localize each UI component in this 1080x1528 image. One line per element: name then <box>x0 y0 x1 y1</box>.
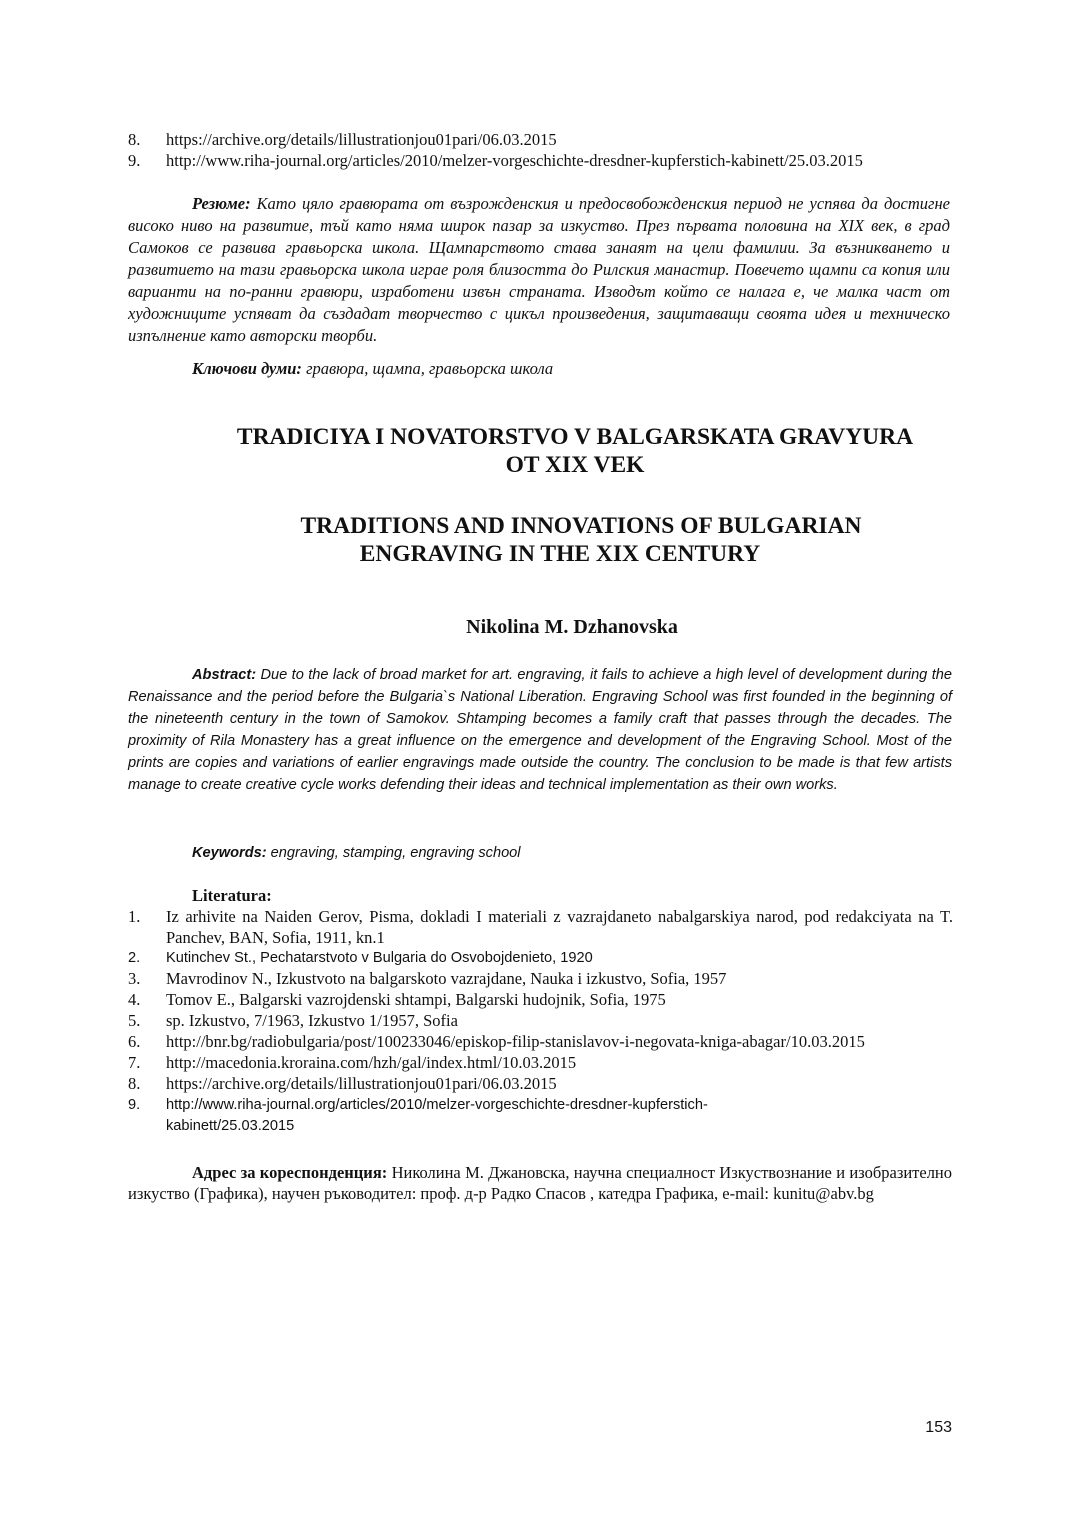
literature-text: Mavrodinov N., Izkustvoto na balgarskoto vazrajdane, Nauka i izkustvo, Sofia, 1957 <box>166 969 727 988</box>
literature-item <box>128 1031 953 1052</box>
keywords-label: Ключови думи: <box>192 359 302 378</box>
literature-text: Iz arhivite na Naiden Gerov, Pisma, dokladi I materiali z vazrajdaneto nabalgarskiya narod, pod redakciyata na T. Panchev, BAN, Sofia, 1911, kn.1 <box>166 907 953 947</box>
literature-text: sp. Izkustvo, 7/1963, Izkustvo 1/1957, Sofia <box>166 1011 458 1030</box>
literature-number: 1. <box>128 907 141 926</box>
abstract-label: Abstract: <box>192 667 257 683</box>
correspondence-text: Николина М. Джановска, научна специалност Изкуствознание и изобразително изкуство (Графика), научен ръководител: проф. д-р Радко Спасов , катедра Графика, e-mail: kunitu@abv.bg <box>128 1163 953 1203</box>
literature-text: Kutinchev St., Pechatarstvoto v Bulgaria do Osvobojdenieto, 1920 <box>166 950 593 966</box>
correspondence-label: Адрес за кореспонденция: <box>192 1163 388 1182</box>
title-line: TRADITIONS AND INNOVATIONS OF BULGARIAN <box>300 513 862 539</box>
literature-item <box>128 1010 953 1031</box>
summary-label: Резюме: <box>192 194 251 213</box>
title-line: TRADICIYA I NOVATORSTVO V BALGARSKATA GRAVYURA <box>236 424 914 450</box>
keywords-bulgarian <box>192 358 952 379</box>
reference-link[interactable]: http://www.riha-journal.org/articles/2010/melzer-vorgeschichte-dresdner-kupferstich-kabinett/25.03.2015 <box>166 151 863 170</box>
literature-item <box>128 1073 953 1094</box>
literature-number: 6. <box>128 1032 141 1051</box>
keywords-label: Keywords: <box>192 845 267 861</box>
literature-number: 3. <box>128 969 141 988</box>
keywords-english <box>192 842 952 864</box>
title-english <box>160 512 990 568</box>
literature-heading: Literatura: <box>192 886 272 905</box>
keywords-text: engraving, stamping, engraving school <box>270 845 521 861</box>
correspondence-address <box>128 1162 952 1204</box>
literature-number: 9. <box>128 1097 141 1113</box>
literature-number: 4. <box>128 990 141 1009</box>
literature-number: 2. <box>128 950 141 966</box>
abstract-english <box>128 664 952 796</box>
literature-item <box>128 968 953 989</box>
literature-link[interactable]: http://bnr.bg/radiobulgaria/post/100233046/episkop-filip-stanislavov-i-negovata-kniga-abagar/10.03.2015 <box>166 1032 865 1051</box>
literature-item <box>128 989 953 1010</box>
title-line: OT XIX VEK <box>505 452 645 478</box>
literature-item <box>128 1052 953 1073</box>
literature-item <box>128 1095 953 1137</box>
title-line: ENGRAVING IN THE XIX CENTURY <box>359 541 761 567</box>
summary-bulgarian <box>128 193 950 347</box>
keywords-text: гравюра, щампа, гравьорска школа <box>306 359 554 378</box>
literature-number: 5. <box>128 1011 141 1030</box>
reference-number: 9. <box>128 151 141 170</box>
literature-link[interactable]: https://archive.org/details/lillustrationjou01pari/06.03.2015 <box>166 1074 557 1093</box>
reference-item <box>128 150 958 171</box>
literature-list <box>128 906 953 1137</box>
literature-item <box>128 906 953 948</box>
summary-text: Като цяло гравюрата от възрожденския и предосвобожденския период не успява да достигне високо ниво на развитие, тъй като няма широк пазар за изкуство. През първата половина на XIX век, в град Самоков се развива гравьорска школа. Щампарството става занаят на цели фамилии. За възникването и развитието на тази гравьорска школа играе роля близостта до Рилския манастир. Повечето щампи са копия или варианти на по-ранни гравюри, изработени извън страната. Изводът който се налага е, че малка част от художниците успяват да създадат творчество с цикъл произведения, защитаващи своята идея и техническо изпълнение като авторски творби. <box>128 194 950 345</box>
title-transliterated <box>160 423 990 479</box>
literature-link[interactable]: http://macedonia.kroraina.com/hzh/gal/index.html/10.03.2015 <box>166 1053 577 1072</box>
author-name: Nikolina M. Dzhanovska <box>466 616 678 638</box>
page-number: 153 <box>925 1419 952 1436</box>
reference-number: 8. <box>128 130 141 149</box>
abstract-text: Due to the lack of broad market for art. engraving, it fails to achieve a high level of development during the Renaissance and the period before the Bulgaria`s National Liberation. Engraving School was first founded in the beginning of the nineteenth century in the town of Samokov. Shtamping becomes a family craft that passes through the decades. The proximity of Rila Monastery has a great influence on the emergence and development of the Engraving School. Most of the prints are copies and variations of earlier engravings made outside the country. The conclusion to be made is that few artists manage to create creative cycle works defending their ideas and technical implementation as their own works. <box>128 667 952 793</box>
literature-item <box>128 948 953 968</box>
literature-link[interactable]: http://www.riha-journal.org/articles/2010/melzer-vorgeschichte-dresdner-kupferstich-kabinett/25.03.2015 <box>166 1097 708 1134</box>
reference-item <box>128 129 958 150</box>
literature-text: Tomov E., Balgarski vazrojdenski shtampi, Balgarski hudojnik, Sofia, 1975 <box>166 990 666 1009</box>
literature-number: 8. <box>128 1074 141 1093</box>
top-reference-list <box>128 129 958 171</box>
reference-link[interactable]: https://archive.org/details/lillustrationjou01pari/06.03.2015 <box>166 130 557 149</box>
literature-number: 7. <box>128 1053 141 1072</box>
